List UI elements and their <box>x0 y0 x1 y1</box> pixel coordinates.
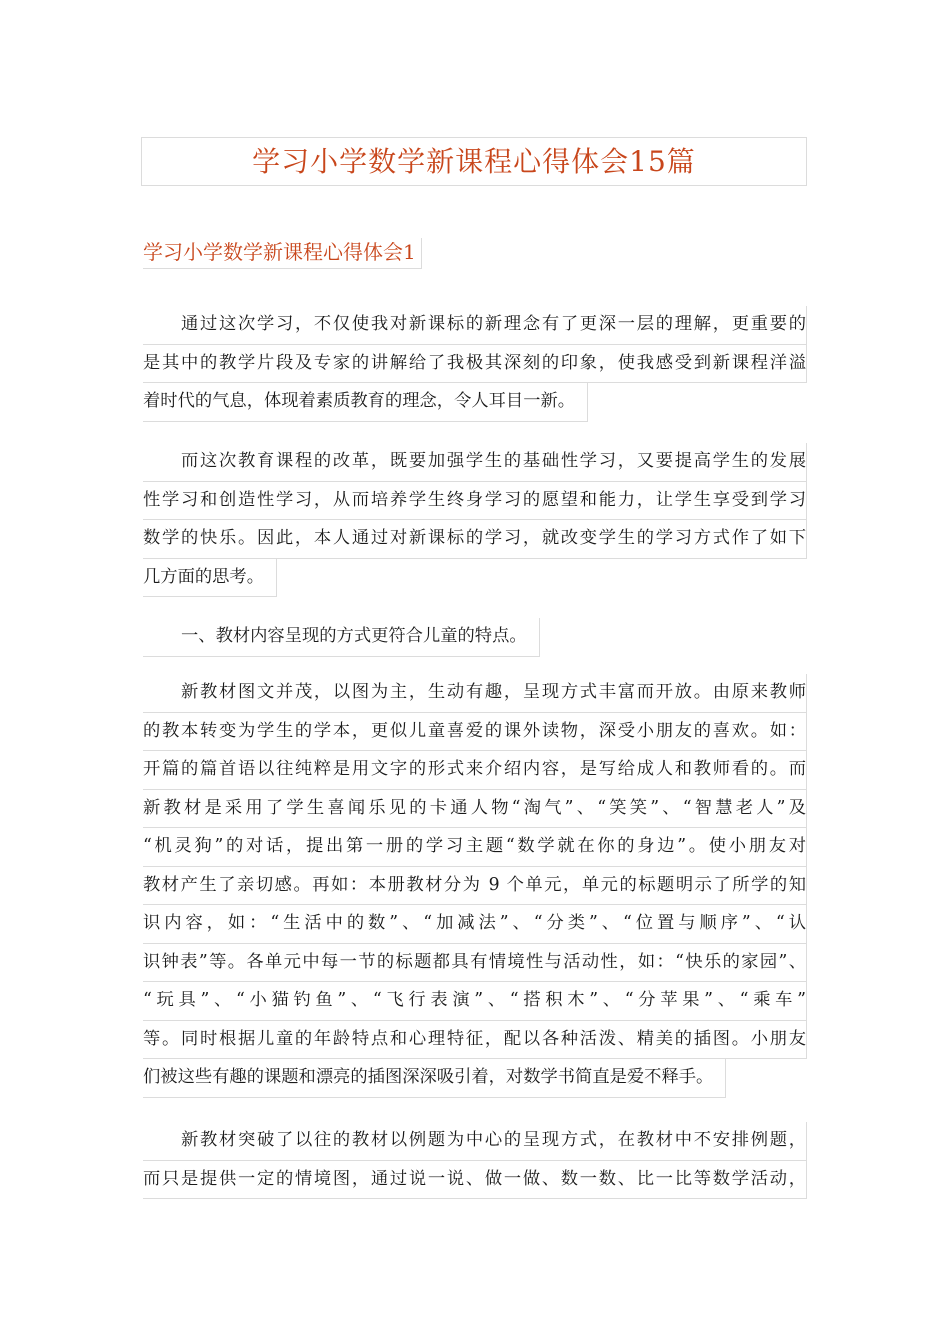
text-line: 通过这次学习，不仅使我对新课标的新理念有了更深一层的理解，更重要的 <box>143 306 807 345</box>
text-line: 识钟表”等。各单元中每一节的标题都具有情境性与活动性，如：“快乐的家园”、 <box>143 944 807 983</box>
paragraph-3 <box>143 618 807 661</box>
text-line: 着时代的气息，体现着素质教育的理念，令人耳目一新。 <box>143 383 588 422</box>
text-line: 新教材突破了以往的教材以例题为中心的呈现方式，在教材中不安排例题， <box>143 1122 807 1161</box>
text-line: 们被这些有趣的课题和漂亮的插图深深吸引着，对数学书简直是爱不释手。 <box>143 1059 726 1098</box>
text-line: 而这次教育课程的改革，既要加强学生的基础性学习，又要提高学生的发展 <box>143 443 807 482</box>
section-heading: 学习小学数学新课程心得体会1 <box>143 238 422 269</box>
text-line: 的教本转变为学生的学本，更似儿童喜爱的课外读物，深受小朋友的喜欢。如： <box>143 713 807 752</box>
text-line: “玩具”、“小猫钓鱼”、“飞行表演”、“搭积木”、“分苹果”、“乘车” <box>143 982 807 1021</box>
paragraph-4 <box>143 674 807 1102</box>
text-line: 性学习和创造性学习，从而培养学生终身学习的愿望和能力，让学生享受到学习 <box>143 482 807 521</box>
text-line: 几方面的思考。 <box>143 559 277 598</box>
text-line: 而只是提供一定的情境图，通过说一说、做一做、数一数、比一比等数学活动， <box>143 1161 807 1200</box>
text-line: 数学的快乐。因此，本人通过对新课标的学习，就改变学生的学习方式作了如下 <box>143 520 807 559</box>
text-line: 开篇的篇首语以往纯粹是用文字的形式来介绍内容，是写给成人和教师看的。而 <box>143 751 807 790</box>
document-title: 学习小学数学新课程心得体会15篇 <box>252 145 696 178</box>
text-line: “机灵狗”的对话，提出第一册的学习主题“数学就在你的身边”。使小朋友对 <box>143 828 807 867</box>
document-title-box <box>141 137 807 186</box>
text-line: 识内容，如：“生活中的数”、“加减法”、“分类”、“位置与顺序”、“认 <box>143 905 807 944</box>
text-line: 新教材图文并茂，以图为主，生动有趣，呈现方式丰富而开放。由原来教师 <box>143 674 807 713</box>
text-line: 新教材是采用了学生喜闻乐见的卡通人物“淘气”、“笑笑”、“智慧老人”及 <box>143 790 807 829</box>
text-line: 教材产生了亲切感。再如：本册教材分为 9 个单元，单元的标题明示了所学的知 <box>143 867 807 906</box>
paragraph-5 <box>143 1122 807 1199</box>
text-line: 是其中的教学片段及专家的讲解给了我极其深刻的印象，使我感受到新课程洋溢 <box>143 345 807 384</box>
text-line: 一、教材内容呈现的方式更符合儿童的特点。 <box>143 618 540 657</box>
paragraph-2 <box>143 443 807 601</box>
paragraph-1 <box>143 306 807 426</box>
text-line: 等。同时根据儿童的年龄特点和心理特征，配以各种活泼、精美的插图。小朋友 <box>143 1021 807 1060</box>
